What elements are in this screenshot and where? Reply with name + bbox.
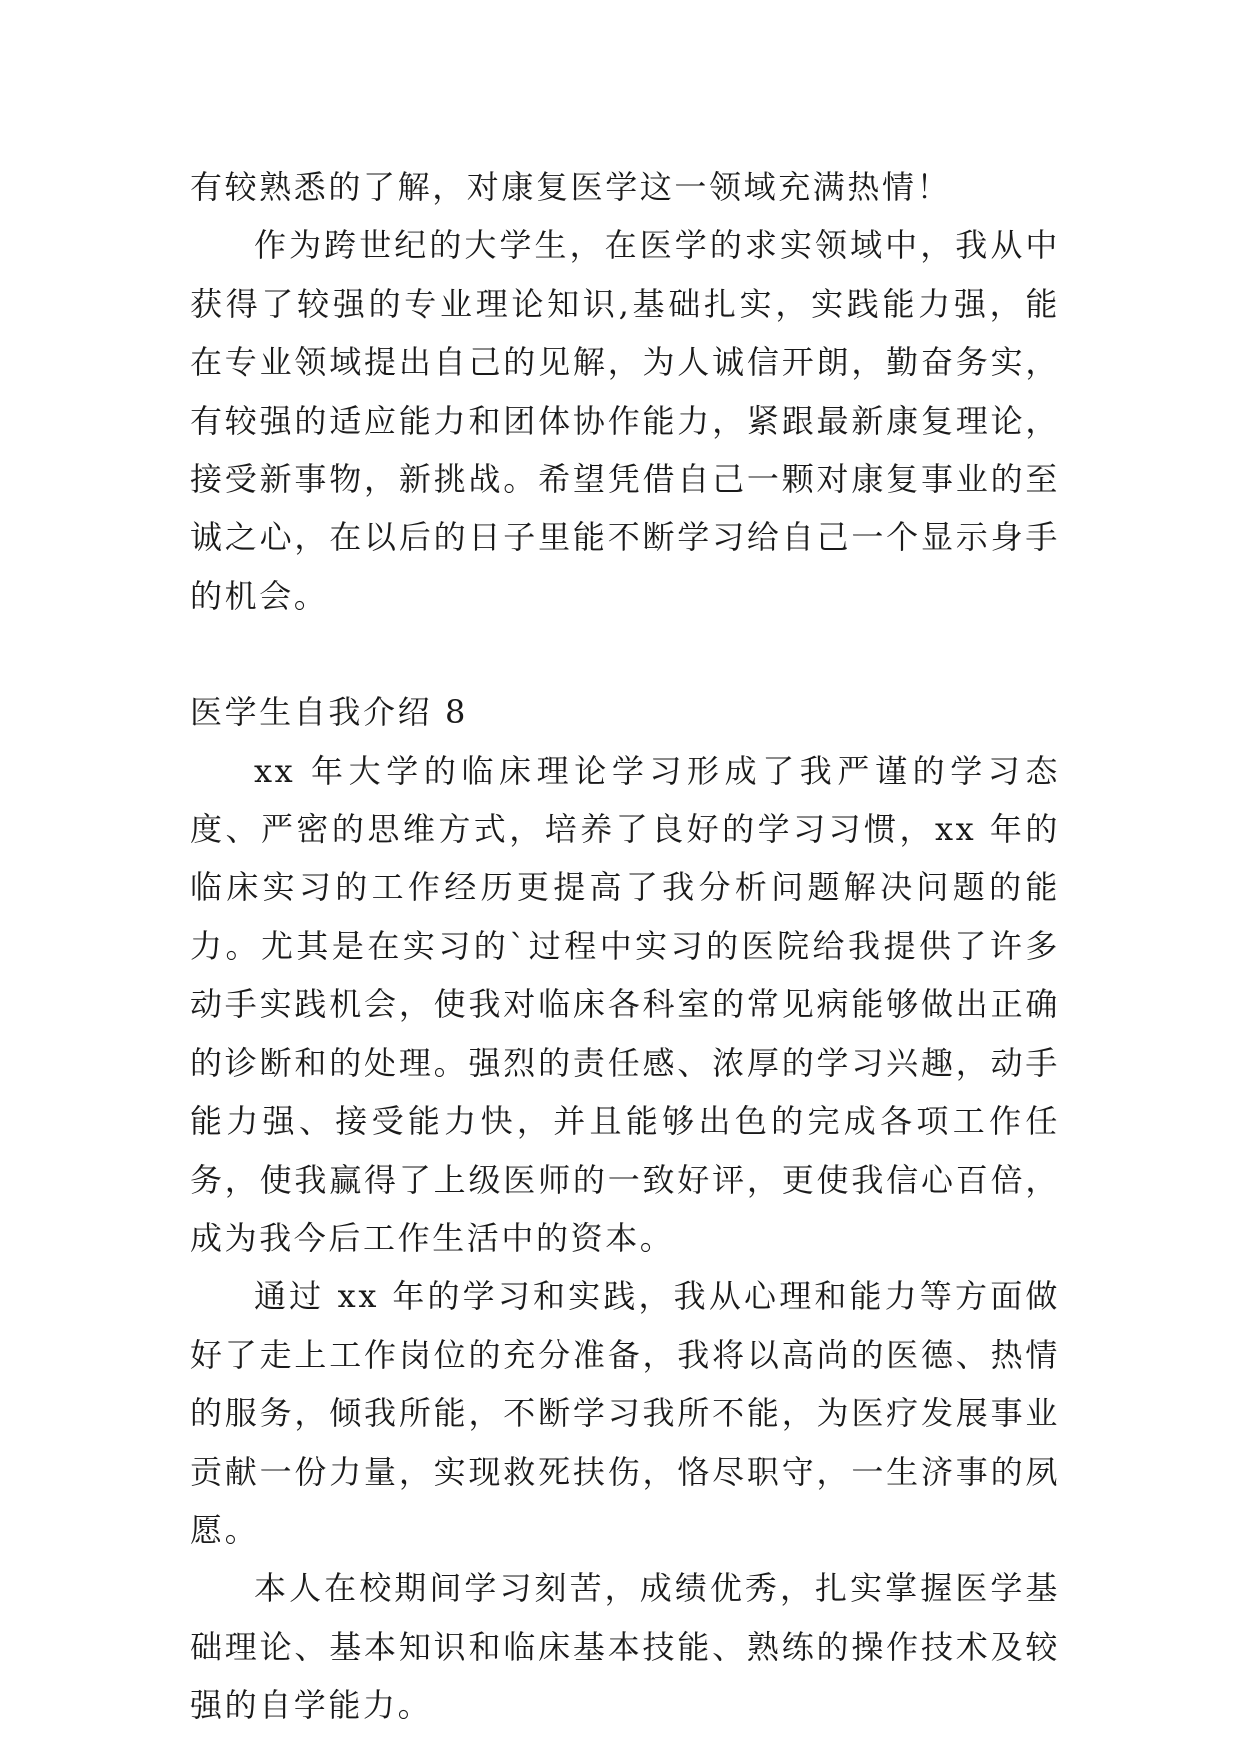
paragraph-study: 本人在校期间学习刻苦，成绩优秀，扎实掌握医学基础理论、基本知识和临床基本技能、熟练的操作技术及较强的自学能力。: [190, 1569, 1060, 1725]
paragraph-intro: 作为跨世纪的大学生，在医学的求实领域中，我从中获得了较强的专业理论知识,基础扎实，实践能力强，能在专业领域提出自己的见解，为人诚信开朗，勤奋务实，有较强的适应能力和团体协作能力，紧跟最新康复理论，接受新事物，新挑战。希望凭借自己一颗对康复事业的至诚之心，在以后的日子里能不断学习给自己一个显示身手的机会。: [190, 226, 1060, 615]
paragraph-continuation: 有较熟悉的了解，对康复医学这一领域充满热情！: [190, 168, 952, 206]
section-title: 医学生自我介绍 8: [190, 693, 468, 732]
paragraph-preparation: 通过 xx 年的学习和实践，我从心理和能力等方面做好了走上工作岗位的充分准备，我将以高尚的医德、热情的服务，倾我所能，不断学习我所不能，为医疗发展事业贡献一份力量，实现救死扶伤，恪尽职守，一生济事的夙愿。: [190, 1277, 1060, 1549]
paragraph-clinical: xx 年大学的临床理论学习形成了我严谨的学习态度、严密的思维方式，培养了良好的学习习惯，xx 年的临床实习的工作经历更提高了我分析问题解决问题的能力。尤其是在实习的`过程中实习的医院给我提供了许多动手实践机会，使我对临床各科室的常见病能够做出正确的诊断和的处理。强烈的责任感、浓厚的学习兴趣，动手能力强、接受能力快，并且能够出色的完成各项工作任务，使我赢得了上级医师的一致好评，更使我信心百倍，成为我今后工作生活中的资本。: [190, 751, 1060, 1257]
document-body: [190, 158, 1060, 1735]
